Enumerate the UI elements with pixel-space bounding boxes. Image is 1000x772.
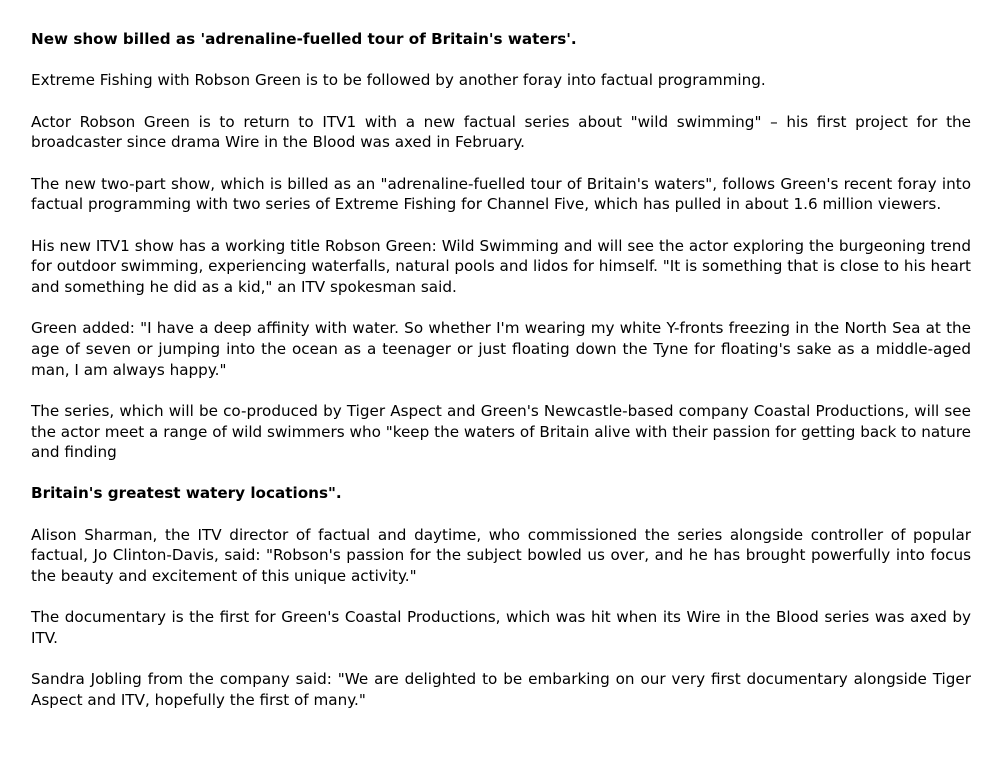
article (31, 29, 971, 731)
body-paragraph-3: His new ITV1 show has a working title Robson Green: Wild Swimming and will see the actor exploring the burgeoning trend for outdoor swimming, experiencing waterfalls, natural pools and lidos for himself. "It is something that is close to his heart and something he did as a kid," an ITV spokesman said. (31, 236, 971, 296)
body-paragraph-5: The series, which will be co-produced by Tiger Aspect and Green's Newcastle-based company Coastal Productions, will see the actor meet a range of wild swimmers who "keep the waters of Britain alive with their passion for getting back to nature and finding (31, 401, 971, 462)
standfirst: Extreme Fishing with Robson Green is to be followed by another foray into factual programming. (31, 71, 766, 90)
body-paragraph-1: Actor Robson Green is to return to ITV1 with a new factual series about "wild swimming" – his first project for the broadcaster since drama Wire in the Blood was axed in February. (31, 112, 971, 152)
body-paragraph-4: Green added: "I have a deep affinity with water. So whether I'm wearing my white Y-fronts freezing in the North Sea at the age of seven or jumping into the ocean as a teenager or just floating down the Tyne for floating's sake as a middle-aged man, I am always happy." (31, 319, 971, 379)
body-paragraph-7: The documentary is the first for Green's Coastal Productions, which was hit when its Wire in the Blood series was axed by ITV. (31, 608, 971, 648)
body-paragraph-6: Alison Sharman, the ITV director of factual and daytime, who commissioned the series alongside controller of popular factual, Jo Clinton-Davis, said: "Robson's passion for the subject bowled us over, and he has brought powerfully into focus the beauty and excitement of this unique activity." (31, 525, 971, 586)
subheading: Britain's greatest watery locations". (31, 484, 342, 503)
body-paragraph-2: The new two-part show, which is billed as an "adrenaline-fuelled tour of Britain's waters", follows Green's recent foray into factual programming with two series of Extreme Fishing for Channel Five, which has pulled in about 1.6 million viewers. (31, 174, 971, 214)
body-paragraph-8: Sandra Jobling from the company said: "We are delighted to be embarking on our very first documentary alongside Tiger Aspect and ITV, hopefully the first of many." (31, 670, 971, 710)
headline: New show billed as 'adrenaline-fuelled tour of Britain's waters'. (31, 30, 577, 48)
